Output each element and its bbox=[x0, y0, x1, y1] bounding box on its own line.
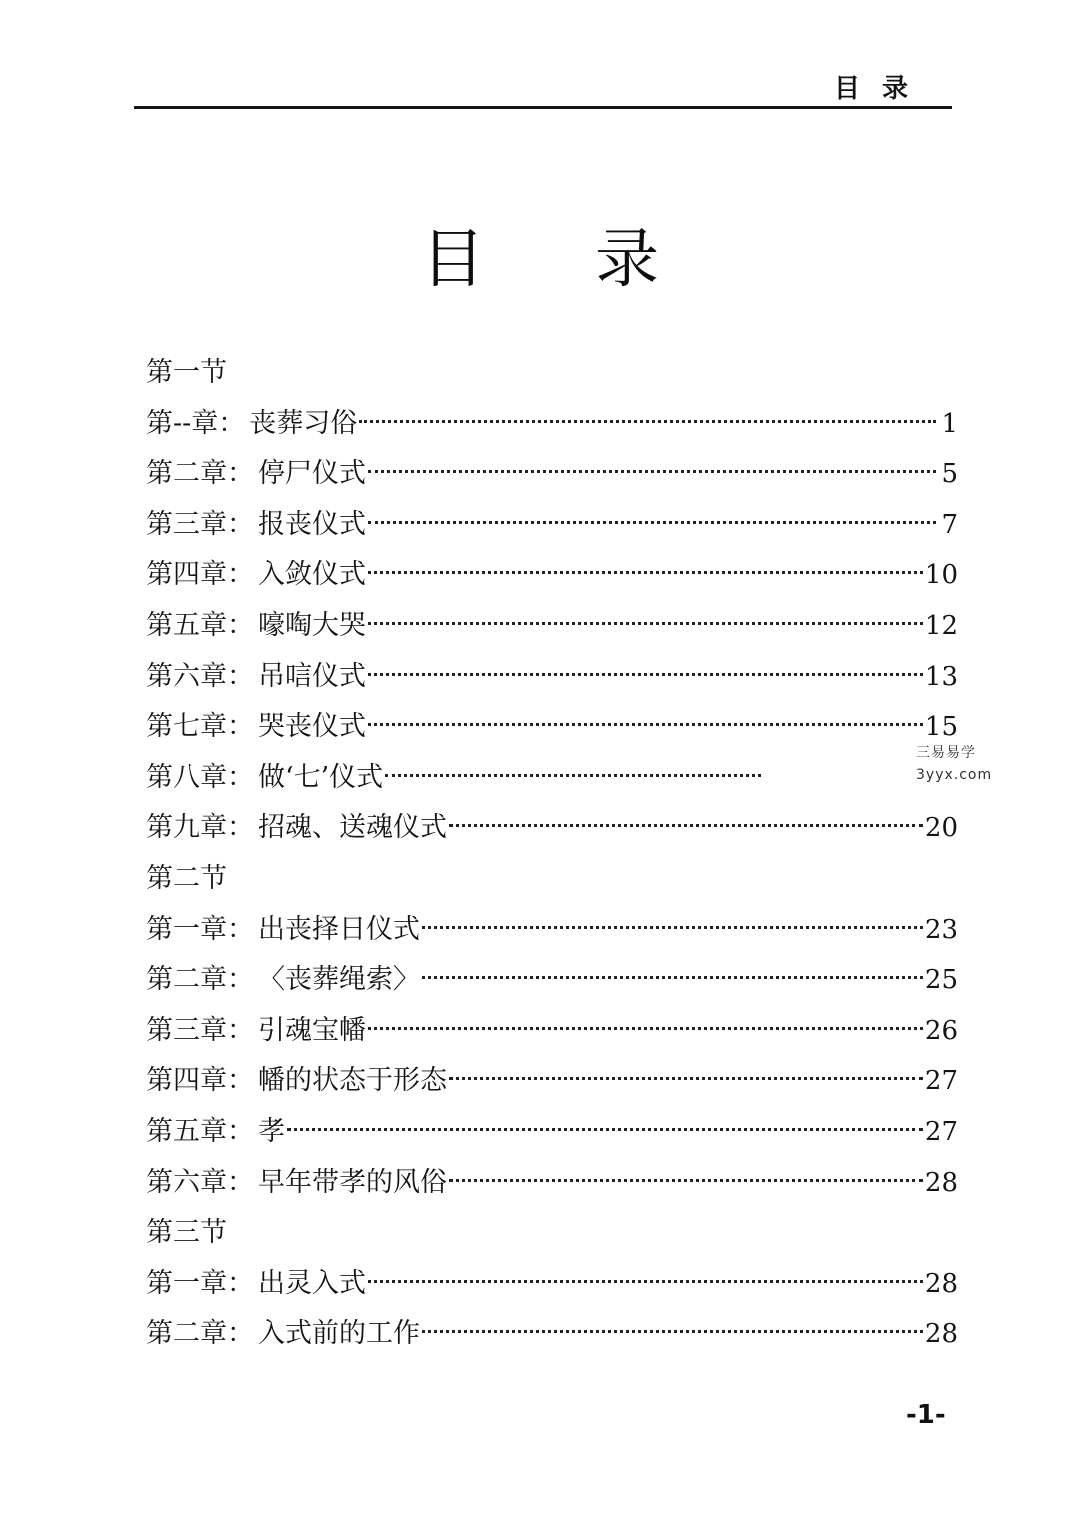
section-label: 第一节 bbox=[146, 357, 227, 388]
page-reference: 23 bbox=[924, 914, 958, 945]
page-title: 目录 bbox=[421, 223, 769, 297]
dot-leader bbox=[359, 390, 936, 423]
chapter-number: 第五章： bbox=[146, 1115, 254, 1147]
running-header-title: 目录 bbox=[833, 74, 930, 104]
chapter-title: 引魂宝幡 bbox=[258, 1014, 366, 1046]
chapter-title: 嚎啕大哭 bbox=[258, 609, 366, 641]
chapter-title: 丧葬习俗 bbox=[249, 407, 358, 439]
page-reference: 13 bbox=[924, 661, 958, 692]
page-reference: 7 bbox=[941, 509, 958, 540]
dot-leader bbox=[368, 592, 923, 625]
dot-leader bbox=[287, 1098, 923, 1131]
dot-leader bbox=[422, 1300, 923, 1333]
chapter-title: 出灵入式 bbox=[258, 1267, 366, 1299]
chapter-number: 第二章： bbox=[146, 1318, 254, 1350]
watermark bbox=[916, 742, 992, 786]
chapter-title: 入式前的工作 bbox=[258, 1318, 420, 1350]
chapter-number: 第六章： bbox=[146, 1166, 254, 1198]
chapter-title: 停尸仪式 bbox=[258, 458, 366, 490]
chapter-title: 吊唁仪式 bbox=[258, 660, 366, 692]
dot-leader bbox=[422, 946, 923, 979]
chapter-number: 第二章： bbox=[146, 458, 254, 490]
header-rule bbox=[134, 106, 952, 109]
page-reference: 25 bbox=[924, 965, 958, 996]
chapter-title: 出丧择日仪式 bbox=[258, 913, 420, 945]
dot-leader bbox=[368, 1250, 923, 1283]
chapter-title: 孝 bbox=[258, 1115, 285, 1147]
page-reference: 28 bbox=[924, 1268, 958, 1299]
chapter-number: 第三章： bbox=[146, 508, 254, 540]
chapter-title: 哭丧仪式 bbox=[258, 711, 366, 743]
page-reference: 5 bbox=[941, 459, 958, 490]
chapter-number: 第七章： bbox=[146, 711, 254, 743]
watermark-line-2: 3yyx.com bbox=[916, 767, 993, 783]
dot-leader bbox=[368, 997, 923, 1030]
section-label: 第二节 bbox=[146, 862, 227, 894]
chapter-number: 第九章： bbox=[146, 812, 254, 844]
dot-leader bbox=[385, 744, 761, 777]
chapter-number: 第一章： bbox=[146, 913, 254, 945]
table-of-contents bbox=[146, 348, 958, 1360]
chapter-number: 第三章： bbox=[146, 1014, 254, 1046]
page-number: -1- bbox=[906, 1400, 946, 1430]
chapter-number: 第四章： bbox=[146, 559, 254, 591]
watermark-line-1: 三易易学 bbox=[916, 745, 976, 761]
dot-leader bbox=[368, 693, 923, 726]
section-label: 第三节 bbox=[146, 1217, 227, 1249]
page-reference: 1 bbox=[941, 408, 958, 439]
chapter-number: 第六章： bbox=[146, 660, 254, 692]
chapter-title: 〈丧葬绳索〉 bbox=[258, 964, 420, 996]
chapter-number: 第一章： bbox=[146, 1267, 254, 1299]
dot-leader bbox=[368, 541, 923, 574]
chapter-title: 做‘七’仪式 bbox=[258, 761, 384, 793]
chapter-number: 第--章： bbox=[146, 407, 246, 439]
chapter-number: 第五章： bbox=[146, 609, 254, 641]
dot-leader bbox=[368, 643, 923, 676]
page-reference: 27 bbox=[924, 1066, 958, 1097]
page-reference: 10 bbox=[924, 560, 958, 591]
page-reference: 12 bbox=[924, 610, 958, 641]
page-reference: 27 bbox=[924, 1116, 958, 1147]
dot-leader bbox=[449, 1047, 923, 1080]
chapter-number: 第二章： bbox=[146, 964, 254, 996]
chapter-title: 入敛仪式 bbox=[258, 559, 366, 591]
toc-entry bbox=[146, 803, 958, 854]
page-reference: 26 bbox=[924, 1015, 958, 1046]
toc-entry bbox=[146, 1158, 958, 1209]
chapter-title: 早年带孝的风俗 bbox=[258, 1166, 447, 1198]
toc-entry bbox=[146, 1309, 958, 1360]
chapter-number: 第四章： bbox=[146, 1065, 254, 1097]
chapter-title: 招魂、送魂仪式 bbox=[258, 812, 447, 844]
page-reference: 28 bbox=[924, 1167, 958, 1198]
chapter-title: 报丧仪式 bbox=[258, 508, 366, 540]
page-reference: 15 bbox=[924, 712, 958, 743]
dot-leader bbox=[422, 896, 923, 929]
dot-leader bbox=[368, 440, 936, 473]
page-reference: 20 bbox=[924, 813, 958, 844]
chapter-title: 幡的状态于形态 bbox=[258, 1065, 447, 1097]
dot-leader bbox=[449, 1149, 923, 1182]
dot-leader bbox=[368, 491, 936, 524]
chapter-number: 第八章： bbox=[146, 761, 254, 793]
page-reference: 28 bbox=[924, 1319, 958, 1350]
dot-leader bbox=[449, 794, 923, 827]
